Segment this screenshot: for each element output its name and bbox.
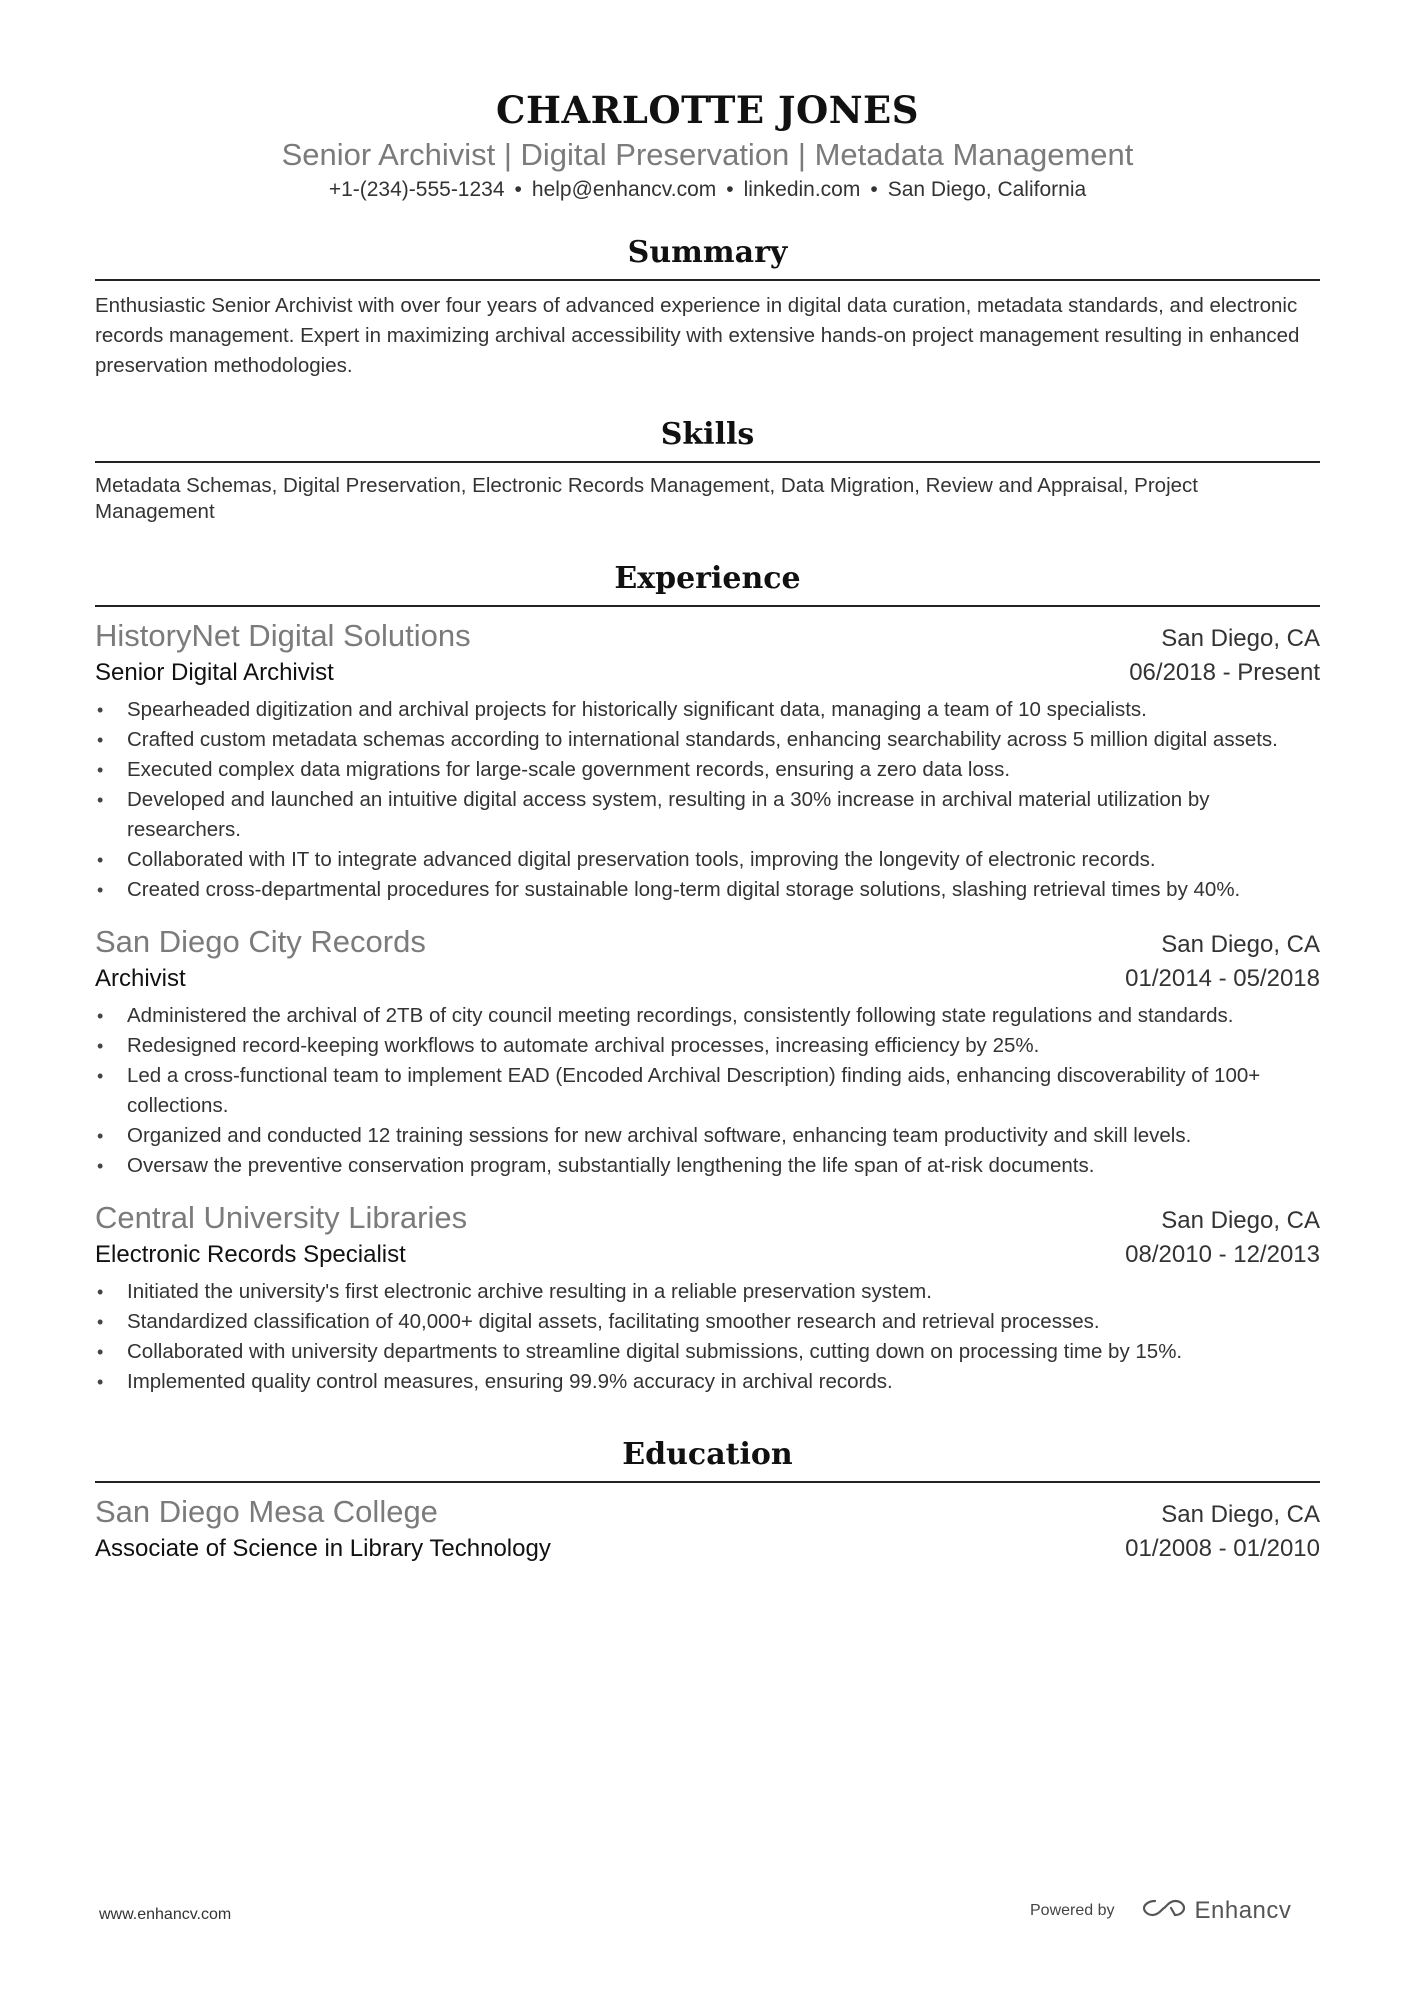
candidate-name: CHARLOTTE JONES bbox=[496, 88, 919, 132]
email-link[interactable]: help@enhancv.com bbox=[531, 178, 717, 201]
education-section bbox=[95, 1437, 1320, 1565]
powered-by-label: Powered by bbox=[1030, 1901, 1115, 1919]
company-name: Central University Libraries bbox=[95, 1200, 468, 1235]
footer-branding bbox=[1030, 1896, 1291, 1925]
bullet-item: • Collaborated with university departments to streamline digital submissions, cutting down on processing time by 15%. bbox=[95, 1337, 1320, 1367]
contact-line bbox=[95, 176, 1320, 204]
entry-location: San Diego, CA bbox=[1161, 625, 1320, 652]
school-name: San Diego Mesa College bbox=[95, 1494, 438, 1529]
linkedin-link[interactable]: linkedin.com bbox=[743, 178, 861, 201]
company-name: San Diego City Records bbox=[95, 924, 426, 959]
company-name: HistoryNet Digital Solutions bbox=[95, 618, 471, 653]
entry-dates: 01/2014 - 05/2018 bbox=[1125, 965, 1320, 992]
section-divider bbox=[95, 605, 1320, 607]
section-divider bbox=[95, 279, 1320, 281]
experience-title: Experience bbox=[614, 561, 801, 596]
bullet-item: • Standardized classification of 40,000+ digital assets, facilitating smoother research and retrieval processes. bbox=[95, 1307, 1320, 1337]
bullet-list bbox=[95, 695, 1320, 905]
brand-name[interactable]: Enhancv bbox=[1194, 1896, 1292, 1924]
separator-dot: • bbox=[726, 178, 734, 201]
bullet-item: • Executed complex data migrations for large-scale government records, ensuring a zero data loss. bbox=[95, 755, 1320, 785]
skills-text: Metadata Schemas, Digital Preservation, Electronic Records Management, Data Migration, Review and Appraisal, Project Management bbox=[95, 474, 1198, 523]
section-divider bbox=[95, 1481, 1320, 1483]
bullet-item: • Redesigned record-keeping workflows to automate archival processes, increasing efficiency by 25%. bbox=[95, 1031, 1320, 1061]
bullet-list bbox=[95, 1277, 1320, 1397]
bullet-item: • Initiated the university's first electronic archive resulting in a reliable preservation system. bbox=[95, 1277, 1320, 1307]
bullet-list bbox=[95, 1001, 1320, 1181]
headline: Senior Archivist | Digital Preservation | Metadata Management bbox=[281, 137, 1134, 172]
job-title: Senior Digital Archivist bbox=[95, 659, 334, 686]
bullet-item: • Crafted custom metadata schemas according to international standards, enhancing searchability across 5 million digital assets. bbox=[95, 725, 1320, 755]
experience-section bbox=[95, 561, 1320, 1397]
experience-entry bbox=[95, 1199, 1320, 1397]
bullet-item: • Implemented quality control measures, ensuring 99.9% accuracy in archival records. bbox=[95, 1367, 1320, 1397]
experience-entry bbox=[95, 923, 1320, 1181]
bullet-item: • Oversaw the preventive conservation program, substantially lengthening the life span of at-risk documents. bbox=[95, 1151, 1320, 1181]
summary-section bbox=[95, 235, 1320, 381]
bullet-item: • Collaborated with IT to integrate advanced digital preservation tools, improving the longevity of electronic records. bbox=[95, 845, 1320, 875]
resume-header bbox=[95, 88, 1320, 204]
footer-website-link[interactable]: www.enhancv.com bbox=[99, 1906, 232, 1923]
entry-location: San Diego, CA bbox=[1161, 1207, 1320, 1234]
separator-dot: • bbox=[870, 178, 878, 201]
entry-dates: 08/2010 - 12/2013 bbox=[1125, 1241, 1320, 1268]
bullet-item: • Administered the archival of 2TB of city council meeting recordings, consistently following state regulations and standards. bbox=[95, 1001, 1320, 1031]
bullet-item: • Created cross-departmental procedures for sustainable long-term digital storage solutions, slashing retrieval times by 40%. bbox=[95, 875, 1320, 905]
experience-entry bbox=[95, 617, 1320, 905]
education-location: San Diego, CA bbox=[1161, 1501, 1320, 1528]
summary-text: Enthusiastic Senior Archivist with over four years of advanced experience in digital data curation, metadata standards, and electronic records management. Expert in maximizing archival accessibility with extensive hands-on project management resulting in enhanced preservation methodologies. bbox=[95, 294, 1300, 377]
bullet-item: • Organized and conducted 12 training sessions for new archival software, enhancing team productivity and skill levels. bbox=[95, 1121, 1320, 1151]
separator-dot: • bbox=[514, 178, 522, 201]
skills-section bbox=[95, 417, 1320, 525]
bullet-item: • Led a cross-functional team to implement EAD (Encoded Archival Description) finding aids, enhancing discoverability of 100+ collections. bbox=[95, 1061, 1320, 1121]
phone: +1-(234)-555-1234 bbox=[328, 178, 505, 201]
education-dates: 01/2008 - 01/2010 bbox=[1125, 1535, 1320, 1562]
skills-title: Skills bbox=[660, 417, 755, 452]
bullet-item: • Developed and launched an intuitive digital access system, resulting in a 30% increase in archival material utilization by researchers. bbox=[95, 785, 1320, 845]
location: San Diego, California bbox=[887, 178, 1087, 201]
bullet-item: • Spearheaded digitization and archival projects for historically significant data, managing a team of 10 specialists. bbox=[95, 695, 1320, 725]
degree: Associate of Science in Library Technology bbox=[95, 1535, 551, 1562]
education-entry bbox=[95, 1493, 1320, 1565]
job-title: Archivist bbox=[95, 965, 186, 992]
entry-dates: 06/2018 - Present bbox=[1129, 659, 1320, 686]
section-divider bbox=[95, 461, 1320, 463]
education-title: Education bbox=[622, 1437, 793, 1472]
enhancv-logo-icon[interactable] bbox=[1141, 1896, 1187, 1925]
entry-location: San Diego, CA bbox=[1161, 931, 1320, 958]
summary-title: Summary bbox=[627, 235, 788, 270]
job-title: Electronic Records Specialist bbox=[95, 1241, 406, 1268]
